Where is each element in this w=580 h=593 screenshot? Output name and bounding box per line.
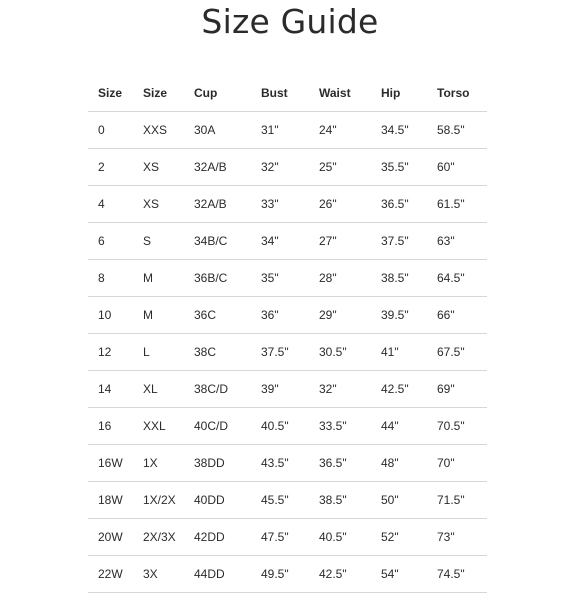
- size-numeric-cell: 12: [88, 334, 133, 371]
- hip-cell: 37.5": [371, 223, 427, 260]
- size-numeric-cell: 0: [88, 112, 133, 149]
- bust-cell: 39": [251, 371, 309, 408]
- waist-cell: 36.5": [309, 445, 371, 482]
- header-hip: Hip: [371, 74, 427, 112]
- table-row: [88, 482, 487, 519]
- waist-cell: 33.5": [309, 408, 371, 445]
- cup-cell: 36C: [184, 297, 251, 334]
- size-numeric-cell: 22W: [88, 556, 133, 593]
- hip-cell: 50": [371, 482, 427, 519]
- table-row: [88, 112, 487, 149]
- hip-cell: 35.5": [371, 149, 427, 186]
- torso-cell: 61.5": [427, 186, 487, 223]
- hip-cell: 39.5": [371, 297, 427, 334]
- waist-cell: 40.5": [309, 519, 371, 556]
- table-row: [88, 408, 487, 445]
- header-size-letter: Size: [133, 74, 184, 112]
- table-row: [88, 445, 487, 482]
- cup-cell: 30A: [184, 112, 251, 149]
- waist-cell: 24": [309, 112, 371, 149]
- bust-cell: 43.5": [251, 445, 309, 482]
- cup-cell: 40C/D: [184, 408, 251, 445]
- waist-cell: 26": [309, 186, 371, 223]
- size-numeric-cell: 16: [88, 408, 133, 445]
- size-letter-cell: S: [133, 223, 184, 260]
- table-header: [88, 74, 487, 112]
- hip-cell: 44": [371, 408, 427, 445]
- waist-cell: 38.5": [309, 482, 371, 519]
- cup-cell: 38DD: [184, 445, 251, 482]
- waist-cell: 42.5": [309, 556, 371, 593]
- bust-cell: 47.5": [251, 519, 309, 556]
- bust-cell: 36": [251, 297, 309, 334]
- size-letter-cell: 3X: [133, 556, 184, 593]
- waist-cell: 27": [309, 223, 371, 260]
- waist-cell: 32": [309, 371, 371, 408]
- cup-cell: 40DD: [184, 482, 251, 519]
- table-row: [88, 334, 487, 371]
- size-letter-cell: XS: [133, 149, 184, 186]
- hip-cell: 48": [371, 445, 427, 482]
- table-row: [88, 260, 487, 297]
- bust-cell: 32": [251, 149, 309, 186]
- cup-cell: 32A/B: [184, 186, 251, 223]
- size-letter-cell: XXS: [133, 112, 184, 149]
- size-numeric-cell: 6: [88, 223, 133, 260]
- table-row: [88, 297, 487, 334]
- size-guide-table: [88, 74, 487, 593]
- table-row: [88, 519, 487, 556]
- table-row: [88, 371, 487, 408]
- header-waist: Waist: [309, 74, 371, 112]
- hip-cell: 52": [371, 519, 427, 556]
- bust-cell: 37.5": [251, 334, 309, 371]
- torso-cell: 74.5": [427, 556, 487, 593]
- torso-cell: 73": [427, 519, 487, 556]
- header-bust: Bust: [251, 74, 309, 112]
- torso-cell: 70": [427, 445, 487, 482]
- bust-cell: 34": [251, 223, 309, 260]
- hip-cell: 54": [371, 556, 427, 593]
- size-letter-cell: M: [133, 297, 184, 334]
- torso-cell: 69": [427, 371, 487, 408]
- table-row: [88, 149, 487, 186]
- torso-cell: 71.5": [427, 482, 487, 519]
- cup-cell: 34B/C: [184, 223, 251, 260]
- bust-cell: 35": [251, 260, 309, 297]
- size-letter-cell: M: [133, 260, 184, 297]
- size-letter-cell: 1X: [133, 445, 184, 482]
- size-numeric-cell: 4: [88, 186, 133, 223]
- hip-cell: 34.5": [371, 112, 427, 149]
- cup-cell: 44DD: [184, 556, 251, 593]
- waist-cell: 30.5": [309, 334, 371, 371]
- hip-cell: 38.5": [371, 260, 427, 297]
- header-torso: Torso: [427, 74, 487, 112]
- torso-cell: 58.5": [427, 112, 487, 149]
- hip-cell: 42.5": [371, 371, 427, 408]
- bust-cell: 49.5": [251, 556, 309, 593]
- size-numeric-cell: 18W: [88, 482, 133, 519]
- size-numeric-cell: 16W: [88, 445, 133, 482]
- cup-cell: 32A/B: [184, 149, 251, 186]
- header-cup: Cup: [184, 74, 251, 112]
- header-size-numeric: Size: [88, 74, 133, 112]
- table-row: [88, 556, 487, 593]
- size-letter-cell: 1X/2X: [133, 482, 184, 519]
- cup-cell: 36B/C: [184, 260, 251, 297]
- bust-cell: 31": [251, 112, 309, 149]
- torso-cell: 60": [427, 149, 487, 186]
- waist-cell: 29": [309, 297, 371, 334]
- bust-cell: 45.5": [251, 482, 309, 519]
- torso-cell: 64.5": [427, 260, 487, 297]
- cup-cell: 38C: [184, 334, 251, 371]
- hip-cell: 41": [371, 334, 427, 371]
- cup-cell: 42DD: [184, 519, 251, 556]
- page-title: Size Guide: [201, 2, 379, 41]
- torso-cell: 70.5": [427, 408, 487, 445]
- size-letter-cell: XL: [133, 371, 184, 408]
- cup-cell: 38C/D: [184, 371, 251, 408]
- size-numeric-cell: 8: [88, 260, 133, 297]
- size-numeric-cell: 20W: [88, 519, 133, 556]
- header-row: [88, 74, 487, 112]
- torso-cell: 63": [427, 223, 487, 260]
- hip-cell: 36.5": [371, 186, 427, 223]
- table-row: [88, 223, 487, 260]
- size-numeric-cell: 10: [88, 297, 133, 334]
- table-row: [88, 186, 487, 223]
- waist-cell: 25": [309, 149, 371, 186]
- size-numeric-cell: 14: [88, 371, 133, 408]
- bust-cell: 40.5": [251, 408, 309, 445]
- torso-cell: 67.5": [427, 334, 487, 371]
- size-letter-cell: XS: [133, 186, 184, 223]
- bust-cell: 33": [251, 186, 309, 223]
- size-numeric-cell: 2: [88, 149, 133, 186]
- size-letter-cell: XXL: [133, 408, 184, 445]
- torso-cell: 66": [427, 297, 487, 334]
- waist-cell: 28": [309, 260, 371, 297]
- size-letter-cell: 2X/3X: [133, 519, 184, 556]
- size-letter-cell: L: [133, 334, 184, 371]
- table-body: [88, 112, 487, 593]
